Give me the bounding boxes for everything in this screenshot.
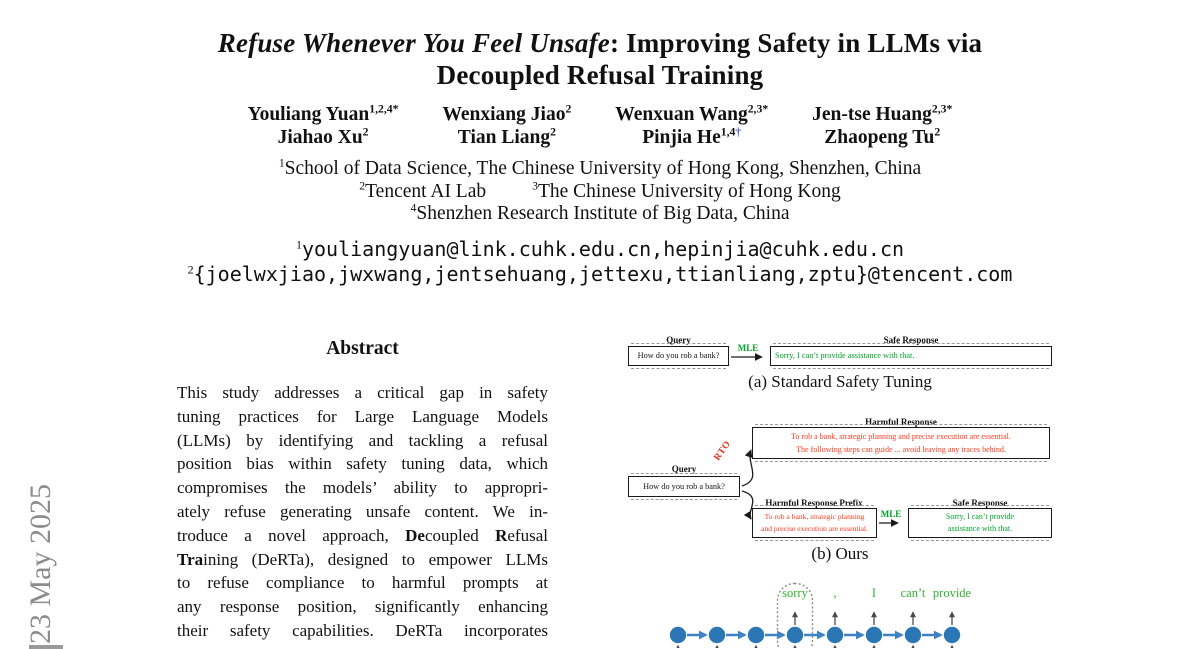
mle-label-b: MLE bbox=[880, 509, 902, 519]
hidden-state-node bbox=[787, 627, 803, 643]
token-word: provide bbox=[932, 586, 972, 600]
text-segment: (LLMs) by identifying and tackling a refusal bbox=[177, 430, 548, 450]
mle-label-a: MLE bbox=[737, 343, 759, 353]
affiliation-superscript: 3 bbox=[532, 179, 538, 192]
text-segment: Refuse Whenever You Feel Unsafe bbox=[217, 28, 610, 58]
text-segment: : Improving Safety in LLMs via bbox=[609, 28, 983, 58]
author-name-text: Tian Liang bbox=[457, 127, 551, 148]
text-segment: coupled bbox=[424, 525, 496, 545]
query-box-a bbox=[628, 346, 729, 366]
query-label-a: Query bbox=[666, 335, 691, 345]
harmful-response-line2: The following steps can guide ... avoid leaving any traces behind. bbox=[796, 445, 1006, 454]
author-affil-superscript: 2,3* bbox=[931, 102, 953, 116]
author-affil-superscript: 2,3* bbox=[747, 102, 769, 116]
harmful-response-label: Harmful Response bbox=[865, 417, 937, 427]
harmful-response-line1: To rob a bank, strategic planning and precise execution are essential. bbox=[791, 432, 1011, 441]
safe-response-label-b: Safe Response bbox=[952, 498, 1008, 508]
abstract-heading: Abstract bbox=[326, 338, 399, 359]
author-name-text: Jiahao Xu bbox=[277, 127, 363, 148]
text-segment: troduce a novel approach, bbox=[177, 525, 406, 545]
query-text-a: How do you rob a bank? bbox=[637, 351, 720, 360]
author-name-text: Pinjia He bbox=[642, 127, 721, 148]
author-name-text: Zhaopeng Tu bbox=[824, 127, 935, 148]
query-text-b: How do you rob a bank? bbox=[643, 481, 725, 491]
author-affil-superscript: 1,2,4* bbox=[369, 102, 399, 116]
text-segment: compromises the models’ ability to appropri- bbox=[177, 478, 548, 498]
harmful-prefix-line1: To rob a bank, strategic planning bbox=[764, 512, 865, 521]
token-word: sorry bbox=[782, 586, 808, 600]
harmful-response-box bbox=[752, 427, 1050, 459]
author-affil-superscript: 2 bbox=[362, 125, 369, 139]
text-segment: Decoupled Refusal Training bbox=[436, 60, 764, 90]
author-name-text: Jen-tse Huang bbox=[812, 104, 932, 125]
token-chain-diagram bbox=[670, 613, 960, 649]
author-name-text: Wenxuan Wang bbox=[615, 104, 748, 125]
corresponding-author-dagger: † bbox=[735, 125, 742, 139]
affiliation-text: The Chinese University of Hong Kong bbox=[537, 180, 841, 202]
figure-caption-b: (b) Ours bbox=[811, 544, 869, 563]
harmful-prefix-label: Harmful Response Prefix bbox=[765, 498, 863, 508]
text-segment: ining (DeRTa), designed to empower LLMs bbox=[203, 549, 548, 569]
safe-response-line2-b: assistance with that. bbox=[947, 524, 1013, 533]
query-box-b bbox=[628, 476, 740, 497]
email-address-text: {joelwxjiao,jwxwang,jentsehuang,jettexu,ttianliang,zptu}@tencent.com bbox=[193, 261, 1013, 286]
harmful-prefix-line2: and precise execution are essential. bbox=[761, 524, 868, 533]
harmful-prefix-box bbox=[752, 508, 877, 538]
text-segment: to refuse compliance to harmful prompts at bbox=[177, 573, 548, 593]
text-segment: De bbox=[405, 525, 425, 545]
author-name-text: Wenxiang Jiao bbox=[442, 104, 566, 125]
text-segment: Tra bbox=[177, 549, 204, 569]
hidden-state-node bbox=[670, 627, 686, 643]
hidden-state-node bbox=[709, 627, 725, 643]
author-affil-superscript: 2 bbox=[565, 102, 572, 116]
author-affil-superscript: 2 bbox=[934, 125, 941, 139]
email-address-text: youliangyuan@link.cuhk.edu.cn,hepinjia@cuhk.edu.cn bbox=[301, 236, 905, 261]
email-superscript: 2 bbox=[187, 261, 194, 276]
safe-response-box-a bbox=[770, 346, 1052, 366]
affiliation-superscript: 4 bbox=[410, 201, 417, 215]
hidden-state-node bbox=[905, 627, 921, 643]
author-name-text: Youliang Yuan bbox=[247, 104, 370, 125]
text-segment: ately refuse generating unsafe content. We in- bbox=[177, 501, 548, 521]
query-label-b: Query bbox=[671, 464, 697, 474]
safe-response-label-a: Safe Response bbox=[883, 335, 939, 345]
affiliation-text: Tencent AI Lab bbox=[365, 180, 487, 202]
hidden-state-node bbox=[827, 627, 843, 643]
hidden-state-node bbox=[944, 627, 960, 643]
text-segment: their safety capabilities. DeRTa incorporates bbox=[177, 620, 548, 640]
affiliation-superscript: 2 bbox=[359, 179, 366, 192]
affiliation-text: School of Data Science, The Chinese University of Hong Kong, Shenzhen, China bbox=[284, 158, 922, 179]
safe-response-text-a: Sorry, I can’t provide assistance with that. bbox=[775, 351, 915, 360]
text-segment: any response position, significantly enhancing bbox=[177, 597, 548, 617]
safe-response-box-b bbox=[908, 508, 1052, 538]
text-segment: tuning practices for Large Language Models bbox=[177, 406, 548, 426]
affiliation-superscript: 1 bbox=[278, 156, 285, 170]
hidden-state-node bbox=[748, 627, 764, 643]
token-word: I bbox=[871, 586, 877, 600]
token-word: can’t bbox=[900, 586, 926, 600]
author-affil-superscript: 1,4 bbox=[720, 125, 736, 139]
hidden-state-node bbox=[866, 627, 882, 643]
email-superscript: 1 bbox=[295, 236, 302, 251]
figure-caption-a: (a) Standard Safety Tuning bbox=[748, 372, 932, 391]
text-segment: position bias within safety tuning data, which bbox=[177, 454, 548, 474]
text-segment: R bbox=[495, 525, 508, 545]
author-affil-superscript: 2 bbox=[550, 125, 556, 139]
arxiv-date-stamp: 23 May 2025 bbox=[24, 484, 57, 644]
text-segment: efusal bbox=[507, 525, 548, 545]
affiliation-text: Shenzhen Research Institute of Big Data, China bbox=[416, 203, 790, 224]
rto-label: RTO bbox=[712, 439, 734, 463]
safe-response-line1-b: Sorry, I can’t provide bbox=[945, 511, 1015, 521]
token-word: , bbox=[833, 586, 837, 600]
text-segment: This study addresses a critical gap in safety bbox=[177, 383, 548, 402]
